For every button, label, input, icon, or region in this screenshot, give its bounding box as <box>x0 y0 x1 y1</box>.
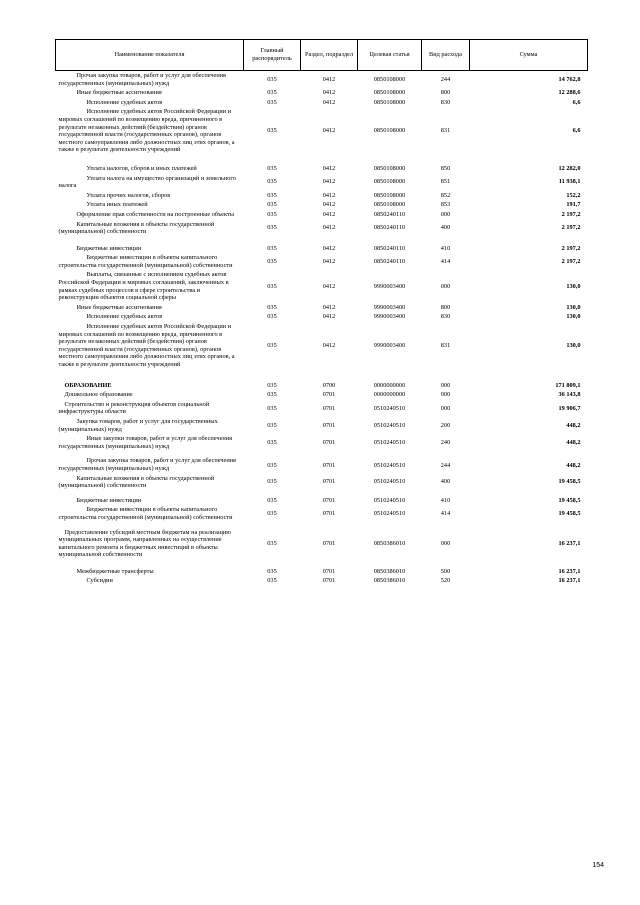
row-section: 0412 <box>322 258 336 266</box>
row-expense-type: 800 <box>440 89 451 97</box>
row-main-manager: 035 <box>267 438 277 446</box>
row-main-manager: 035 <box>267 404 277 412</box>
row-expense-type: 500 <box>440 568 451 576</box>
row-amount: 2 197,2 <box>561 258 581 266</box>
table-row <box>56 312 588 322</box>
row-section: 0701 <box>322 421 336 429</box>
row-main-manager: 035 <box>267 127 277 135</box>
row-target: 9990003400 <box>373 303 406 311</box>
table-row <box>56 98 588 108</box>
row-name: Капитальные вложения в объекты государственной (муниципальной) собственности <box>58 474 215 490</box>
row-section: 0701 <box>322 577 336 585</box>
row-main-manager: 035 <box>267 303 277 311</box>
row-expense-type: 851 <box>440 178 451 186</box>
row-amount: 14 762,8 <box>558 75 581 83</box>
row-main-manager: 035 <box>267 342 277 350</box>
row-section: 0412 <box>322 303 336 311</box>
row-target: 0850240110 <box>373 258 406 266</box>
table-row <box>56 400 588 417</box>
row-name: Межбюджетные трансферты <box>76 567 154 575</box>
row-name: Бюджетные инвестиции в объекты капитального строительства государственной (муниципальной) собственности <box>58 506 233 521</box>
table-row <box>56 270 588 302</box>
row-main-manager: 035 <box>267 89 277 97</box>
row-target: 0510240510 <box>373 404 406 412</box>
row-target: 0850386010 <box>373 568 406 576</box>
row-amount: 448,2 <box>566 461 581 469</box>
row-amount: 19 906,7 <box>558 404 581 412</box>
row-expense-type: 244 <box>440 461 451 469</box>
row-main-manager: 035 <box>267 421 277 429</box>
row-expense-type: 830 <box>440 98 451 106</box>
row-expense-type: 410 <box>440 497 451 505</box>
row-expense-type: 800 <box>440 303 451 311</box>
row-amount: 130,0 <box>566 282 581 290</box>
table-row <box>56 370 588 391</box>
row-expense-type: 852 <box>440 191 451 199</box>
row-amount: 6,6 <box>572 127 581 135</box>
row-expense-type: 520 <box>440 577 451 585</box>
row-amount: 130,0 <box>566 342 581 350</box>
row-target: 0850386010 <box>373 577 406 585</box>
row-main-manager: 035 <box>267 75 277 83</box>
row-name: Бюджетные инвестиции <box>76 496 142 504</box>
row-target: 0850108000 <box>373 201 406 209</box>
table-row <box>56 155 588 174</box>
row-name: Исполнение судебных актов Российской Федерации и мировых соглашений по возмещению вреда, причиненного в результате незаконных действий (бездействия) органов государственной власти (государственных органов), органов местного самоуправления либо должностных лиц этих органов, а также в результате деятельности учреждений <box>58 323 235 368</box>
row-expense-type: 414 <box>440 510 451 518</box>
table-row <box>56 576 588 586</box>
row-amount: 12 288,6 <box>558 89 581 97</box>
row-target: 0850240110 <box>373 210 406 218</box>
row-main-manager: 035 <box>267 313 277 321</box>
row-main-manager: 035 <box>267 540 277 548</box>
table-row <box>56 210 588 220</box>
row-main-manager: 035 <box>267 391 277 399</box>
row-amount: 171 809,1 <box>555 382 581 390</box>
row-main-manager: 035 <box>267 577 277 585</box>
row-amount: 11 938,1 <box>558 178 581 186</box>
row-target: 0510240510 <box>373 461 406 469</box>
row-target: 0850108000 <box>373 89 406 97</box>
row-target: 0850240110 <box>373 224 406 232</box>
row-section: 0701 <box>322 461 336 469</box>
row-amount: 191,7 <box>566 201 581 209</box>
row-section: 0701 <box>322 568 336 576</box>
table-row <box>56 191 588 201</box>
row-main-manager: 035 <box>267 478 277 486</box>
row-section: 0412 <box>322 245 336 253</box>
row-expense-type: 000 <box>440 404 451 412</box>
col-header-section: Раздел, подраздел <box>301 40 358 71</box>
row-section: 0701 <box>322 404 336 412</box>
row-name: Закупка товаров, работ и услуг для государственных (муниципальных) нужд <box>58 417 218 433</box>
row-section: 0701 <box>322 391 336 399</box>
row-expense-type: 000 <box>440 282 451 290</box>
row-main-manager: 035 <box>267 568 277 576</box>
row-section: 0701 <box>322 478 336 486</box>
row-section: 0701 <box>322 540 336 548</box>
row-expense-type: 830 <box>440 313 451 321</box>
table-row <box>56 505 588 522</box>
table-row <box>56 220 588 237</box>
row-section: 0412 <box>322 210 336 218</box>
row-target: 0850108000 <box>373 127 406 135</box>
table-row <box>56 523 588 560</box>
row-name: Дошкольное образование <box>64 391 133 399</box>
col-header-amount: Сумма <box>470 40 588 71</box>
row-target: 0000000000 <box>373 391 406 399</box>
col-header-expense-type: Вид расхода <box>422 40 470 71</box>
row-section: 0412 <box>322 89 336 97</box>
row-name: Уплата прочих налогов, сборов <box>86 191 171 199</box>
row-main-manager: 035 <box>267 258 277 266</box>
row-target: 0850386010 <box>373 540 406 548</box>
row-name: Бюджетные инвестиции в объекты капитального строительства государственной (муниципальной) собственности <box>58 254 233 269</box>
row-target: 0510240510 <box>373 438 406 446</box>
row-amount: 448,2 <box>566 438 581 446</box>
row-amount: 2 197,2 <box>561 245 581 253</box>
row-expense-type: 400 <box>440 478 451 486</box>
row-name: Субсидии <box>86 577 113 585</box>
row-expense-type: 200 <box>440 421 451 429</box>
row-main-manager: 035 <box>267 210 277 218</box>
row-target: 0850108000 <box>373 75 406 83</box>
row-main-manager: 035 <box>267 178 277 186</box>
row-main-manager: 035 <box>267 191 277 199</box>
row-name: Иные закупки товаров, работ и услуг для обеспечения государственных (муниципальных) нужд <box>58 435 233 450</box>
row-target: 0850108000 <box>373 178 406 186</box>
budget-table <box>55 39 588 586</box>
row-expense-type: 000 <box>440 391 451 399</box>
table-row <box>56 253 588 270</box>
row-name: Иные бюджетные ассигнования <box>76 89 162 97</box>
row-target: 0510240510 <box>373 497 406 505</box>
table-row <box>56 434 588 451</box>
row-main-manager: 035 <box>267 382 277 390</box>
table-row <box>56 491 588 506</box>
table-row <box>56 560 588 577</box>
row-section: 0412 <box>322 127 336 135</box>
table-row <box>56 200 588 210</box>
row-section: 0701 <box>322 497 336 505</box>
row-target: 0510240510 <box>373 510 406 518</box>
row-main-manager: 035 <box>267 245 277 253</box>
col-header-main-manager: Главный распорядитель <box>244 40 301 71</box>
row-target: 0510240510 <box>373 478 406 486</box>
table-header-row <box>56 40 588 71</box>
row-section: 0412 <box>322 165 336 173</box>
row-main-manager: 035 <box>267 497 277 505</box>
row-target: 0510240510 <box>373 421 406 429</box>
table-row <box>56 303 588 313</box>
row-expense-type: 240 <box>440 438 451 446</box>
row-amount: 2 197,2 <box>561 224 581 232</box>
col-header-target: Целевая статья <box>358 40 422 71</box>
row-section: 0412 <box>322 178 336 186</box>
row-name: Строительство и реконструкция объектов социальной инфраструктуры области <box>58 400 210 416</box>
table-row <box>56 322 588 370</box>
row-expense-type: 000 <box>440 210 451 218</box>
row-expense-type: 853 <box>440 201 451 209</box>
row-target: 0850108000 <box>373 165 406 173</box>
row-amount: 16 237,1 <box>558 577 581 585</box>
row-main-manager: 035 <box>267 510 277 518</box>
row-section: 0412 <box>322 224 336 232</box>
row-section: 0412 <box>322 98 336 106</box>
row-main-manager: 035 <box>267 224 277 232</box>
row-section: 0701 <box>322 438 336 446</box>
table-row <box>56 174 588 191</box>
row-expense-type: 831 <box>440 342 451 350</box>
col-header-name: Наименование показателя <box>56 40 244 71</box>
row-expense-type: 831 <box>440 127 451 135</box>
row-target: 0850240110 <box>373 245 406 253</box>
row-name: Исполнение судебных актов <box>86 313 163 321</box>
row-name: Выплаты, связанные с исполнением судебных актов Российской Федерации и мировых соглашений, заключенных в рамках судебных процессов в сфере строительства и реконструкции объектов социальной сферы <box>58 271 229 302</box>
row-expense-type: 400 <box>440 224 451 232</box>
row-name: Бюджетные инвестиции <box>76 244 142 252</box>
row-name: Иные бюджетные ассигнования <box>76 303 162 311</box>
row-section: 0701 <box>322 510 336 518</box>
row-expense-type: 244 <box>440 75 451 83</box>
row-section: 0700 <box>322 382 336 390</box>
row-amount: 130,0 <box>566 313 581 321</box>
row-name: Прочая закупка товаров, работ и услуг для обеспечения государственных (муниципальных) нужд <box>58 72 226 87</box>
row-name: ОБРАЗОВАНИЕ <box>64 381 112 389</box>
table-row <box>56 390 588 400</box>
row-main-manager: 035 <box>267 98 277 106</box>
row-amount: 16 237,1 <box>558 540 581 548</box>
row-target: 9990003400 <box>373 282 406 290</box>
row-name: Предоставление субсидий местным бюджетам на реализацию муниципальных программ, направленных на осуществление капитального ремонта и бюджетных инвестиций в объекты муниципальной собственности <box>58 528 231 559</box>
table-row <box>56 474 588 491</box>
row-amount: 19 458,5 <box>558 478 581 486</box>
row-target: 9990003400 <box>373 342 406 350</box>
table-row <box>56 71 588 89</box>
table-row <box>56 451 588 473</box>
row-main-manager: 035 <box>267 282 277 290</box>
row-section: 0412 <box>322 313 336 321</box>
row-section: 0412 <box>322 342 336 350</box>
row-amount: 19 458,5 <box>558 510 581 518</box>
row-section: 0412 <box>322 282 336 290</box>
row-main-manager: 035 <box>267 201 277 209</box>
table-row <box>56 417 588 434</box>
row-amount: 16 237,1 <box>558 568 581 576</box>
row-name: Капитальные вложения в объекты государственной (муниципальной) собственности <box>58 220 215 236</box>
row-amount: 19 458,5 <box>558 497 581 505</box>
table-row <box>56 88 588 98</box>
row-section: 0412 <box>322 75 336 83</box>
row-expense-type: 000 <box>440 382 451 390</box>
row-name: Оформление прав собственности на построенные объекты <box>76 210 234 218</box>
row-target: 9990003400 <box>373 313 406 321</box>
row-target: 0850108000 <box>373 98 406 106</box>
row-name: Прочая закупка товаров, работ и услуг для обеспечения государственных (муниципальных) нужд <box>58 457 236 472</box>
row-name: Уплата налога на имущество организаций и земельного налога <box>58 174 236 190</box>
row-amount: 130,0 <box>566 303 581 311</box>
row-section: 0412 <box>322 191 336 199</box>
row-target: 0850108000 <box>373 191 406 199</box>
row-amount: 2 197,2 <box>561 210 581 218</box>
row-amount: 12 282,0 <box>558 165 581 173</box>
row-amount: 6,6 <box>572 98 581 106</box>
table-row <box>56 107 588 155</box>
row-expense-type: 850 <box>440 165 451 173</box>
row-expense-type: 410 <box>440 245 451 253</box>
row-main-manager: 035 <box>267 165 277 173</box>
row-name: Исполнение судебных актов <box>86 98 163 106</box>
row-amount: 36 143,8 <box>558 391 581 399</box>
row-name: Уплата иных платежей <box>86 201 148 209</box>
row-amount: 152,2 <box>566 191 581 199</box>
row-name: Исполнение судебных актов Российской Федерации и мировых соглашений по возмещению вреда, причиненного в результате незаконных действий (бездействия) органов государственной власти (государственных органов), органов местного самоуправления либо должностных лиц этих органов, а также в результате деятельности учреждений <box>58 108 235 154</box>
table-row <box>56 237 588 254</box>
row-expense-type: 414 <box>440 258 451 266</box>
row-expense-type: 000 <box>440 540 451 548</box>
row-name: Уплата налогов, сборов и иных платежей <box>86 164 197 172</box>
row-main-manager: 035 <box>267 461 277 469</box>
row-target: 0000000000 <box>373 382 406 390</box>
row-section: 0412 <box>322 201 336 209</box>
page-number: 154 <box>592 862 604 869</box>
row-amount: 448,2 <box>566 421 581 429</box>
